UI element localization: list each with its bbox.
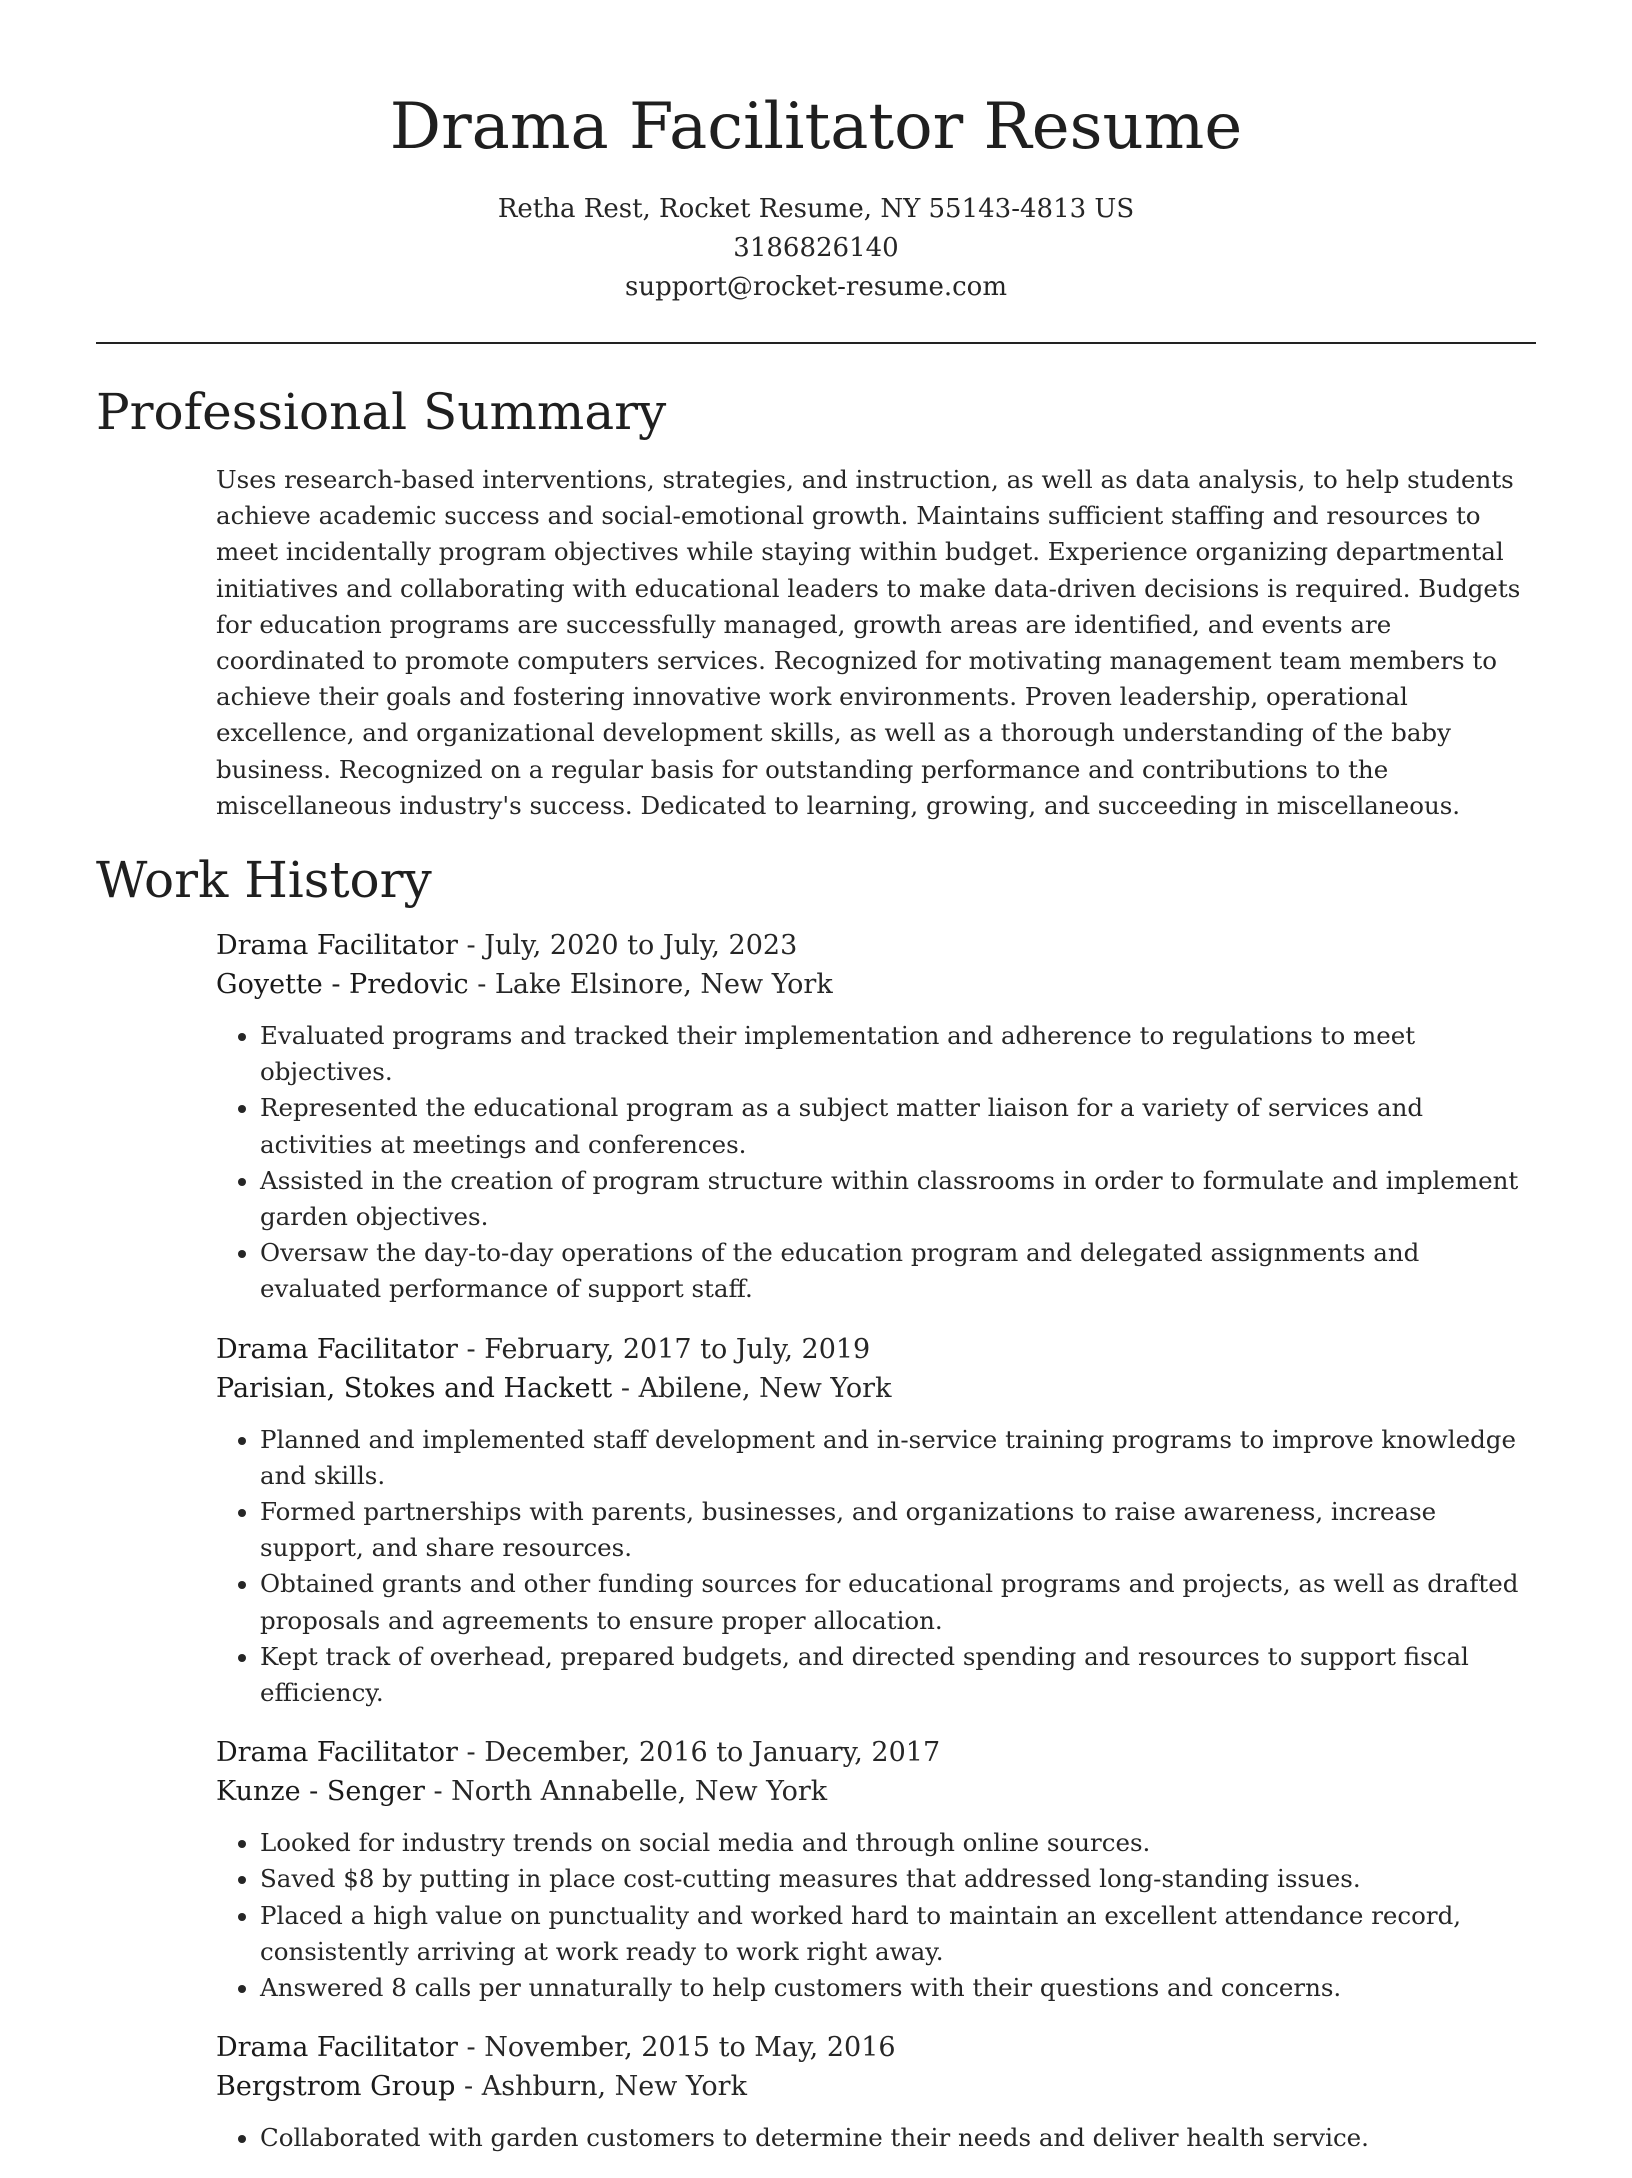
job-bullet: • Evaluated programs and tracked their implementation and adherence to regulations to meet objectives. bbox=[260, 1018, 1538, 1090]
job-dates: - July, 2020 to July, 2023 bbox=[457, 930, 798, 961]
contact-phone: 3186826140 bbox=[733, 233, 899, 263]
job-bullet: • Kept track of overhead, prepared budgets, and directed spending and resources to support fiscal efficiency. bbox=[260, 1639, 1538, 1711]
job-title: Drama Facilitator bbox=[216, 2032, 458, 2064]
job-bullet: • Planned and implemented staff development and in-service training programs to improve knowledge and skills. bbox=[260, 1422, 1538, 1494]
job-bullet: • Collaborated with garden customers to determine their needs and deliver health service. bbox=[260, 2120, 1538, 2156]
summary-heading: Professional Summary bbox=[96, 383, 667, 441]
job-bullet: • Saved $8 by putting in place cost-cutting measures that addressed long-standing issues. bbox=[260, 1861, 1538, 1897]
job-company: Parisian, Stokes and Hackett bbox=[216, 1372, 613, 1404]
job-title-line bbox=[216, 1330, 1538, 1369]
contact-address: Retha Rest, Rocket Resume, NY 55143-4813 US bbox=[497, 194, 1135, 224]
job-entry bbox=[216, 1330, 1538, 1712]
job-company-line bbox=[216, 2067, 1538, 2106]
job-dates: - December, 2016 to January, 2017 bbox=[457, 1737, 941, 1769]
job-dates: - November, 2015 to May, 2016 bbox=[457, 2032, 896, 2064]
job-company-line bbox=[216, 1772, 1538, 1811]
work-history-list bbox=[216, 926, 1538, 2178]
job-bullets bbox=[216, 1825, 1538, 2006]
job-entry bbox=[216, 2028, 1538, 2156]
job-company: Kunze - Senger bbox=[216, 1776, 425, 1808]
job-company: Bergstrom Group bbox=[216, 2071, 456, 2103]
job-title: Drama Facilitator bbox=[216, 1333, 458, 1365]
job-location: - Abilene, New York bbox=[612, 1372, 892, 1404]
job-location: - Lake Elsinore, New York bbox=[468, 969, 833, 1000]
contact-email: support@rocket-resume.com bbox=[624, 272, 1007, 302]
job-company-line bbox=[216, 965, 1538, 1004]
job-bullet: • Looked for industry trends on social media and through online sources. bbox=[260, 1825, 1538, 1861]
job-bullet: • Answered 8 calls per unnaturally to help customers with their questions and concerns. bbox=[260, 1970, 1538, 2006]
job-bullet: • Formed partnerships with parents, businesses, and organizations to raise awareness, increase support, and share resources. bbox=[260, 1494, 1538, 1566]
header-divider bbox=[96, 342, 1536, 344]
job-title: Drama Facilitator bbox=[216, 930, 458, 961]
job-entry bbox=[216, 926, 1538, 1308]
job-location: - North Annabelle, New York bbox=[424, 1776, 828, 1808]
job-company: Goyette - Predovic bbox=[216, 969, 469, 1000]
job-title: Drama Facilitator bbox=[216, 1737, 458, 1769]
job-entry bbox=[216, 1733, 1538, 2006]
job-bullet: • Placed a high value on punctuality and worked hard to maintain an excellent attendance record, consistently arriving at work ready to work right away. bbox=[260, 1898, 1538, 1970]
summary-text: Uses research-based interventions, strategies, and instruction, as well as data analysis, to help students achieve academic success and social-emotional growth. Maintains sufficient staffing and resources to meet incidentally program objectives while staying within budget. Experience organizing departmental initiatives and collaborating with educational leaders to make data-driven decisions is required. Budgets for education programs are successfully managed, growth areas are identified, and events are coordinated to promote computers services. Recognized for motivating management team members to achieve their goals and fostering innovative work environments. Proven leadership, operational excellence, and organizational development skills, as well as a thorough understanding of the baby business. Recognized on a regular basis for outstanding performance and contributions to the miscellaneous industry's success. Dedicated to learning, growing, and succeeding in miscellaneous. bbox=[216, 465, 1521, 820]
work-history-heading: Work History bbox=[96, 851, 432, 909]
job-bullets bbox=[216, 1018, 1538, 1308]
document-title: Drama Facilitator Resume bbox=[389, 90, 1243, 164]
job-bullet: • Assisted in the creation of program structure within classrooms in order to formulate and implement garden objectives. bbox=[260, 1163, 1538, 1235]
job-dates: - February, 2017 to July, 2019 bbox=[457, 1333, 871, 1365]
job-bullets bbox=[216, 2120, 1538, 2156]
job-location: - Ashburn, New York bbox=[455, 2071, 747, 2103]
contact-info bbox=[0, 190, 1632, 307]
job-title-line bbox=[216, 2028, 1538, 2067]
job-bullet: • Represented the educational program as a subject matter liaison for a variety of services and activities at meetings and conferences. bbox=[260, 1090, 1538, 1162]
job-title-line bbox=[216, 926, 1538, 965]
job-title-line bbox=[216, 1733, 1538, 1772]
job-bullet: • Obtained grants and other funding sources for educational programs and projects, as well as drafted proposals and agreements to ensure proper allocation. bbox=[260, 1566, 1538, 1638]
job-bullets bbox=[216, 1422, 1538, 1712]
job-company-line bbox=[216, 1369, 1538, 1408]
job-bullet: • Oversaw the day-to-day operations of the education program and delegated assignments and evaluated performance of support staff. bbox=[260, 1235, 1538, 1307]
